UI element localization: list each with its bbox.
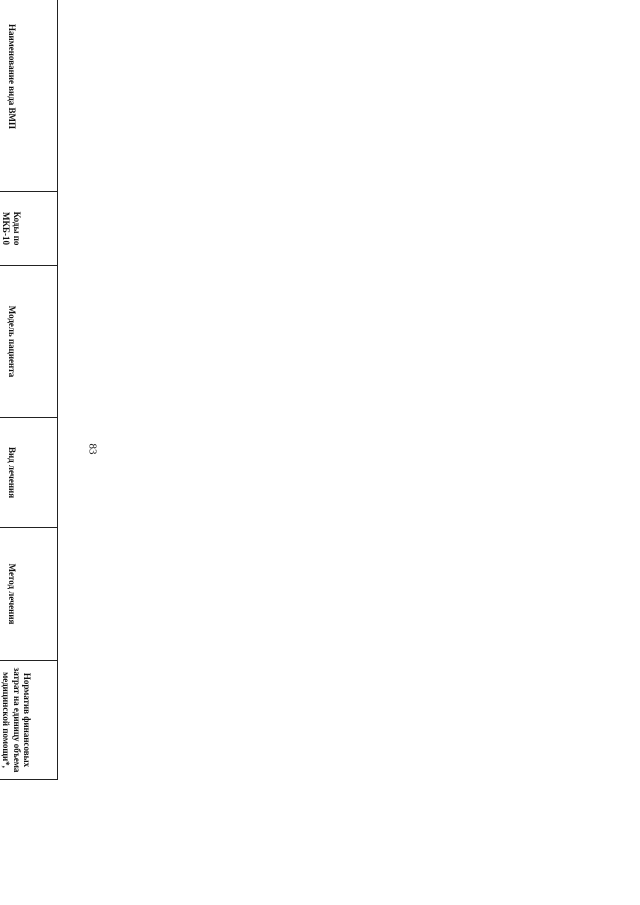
header-patient-model: Модель пациента (0, 266, 58, 418)
header-row (0, 0, 58, 780)
header-treatment-method: Метод лечения (0, 528, 58, 661)
header-cost-norm: Норматив финансовых затрат на единицу объема медицинской помощи*, (0, 661, 58, 780)
page-number: 83 (86, 443, 99, 455)
header-icd-codes: Коды по МКБ-10 (0, 192, 58, 266)
header-vmp-name: Наименование вида ВМП (0, 0, 58, 192)
vmp-table (0, 0, 58, 780)
header-treatment-type: Вид лечения (0, 418, 58, 528)
